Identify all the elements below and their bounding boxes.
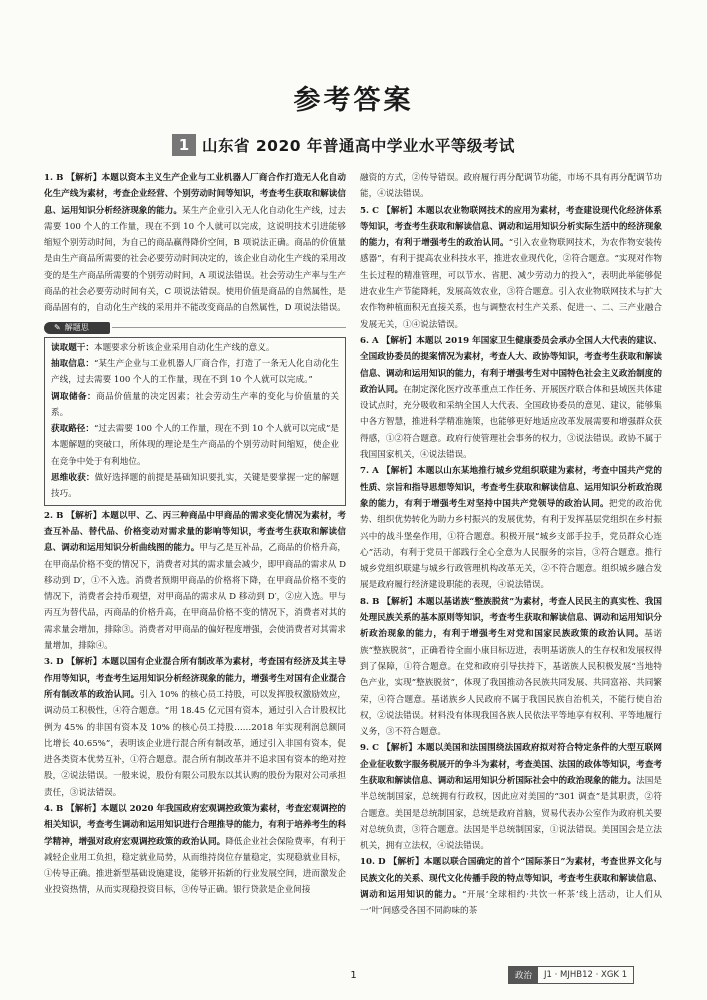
answer-q6: 6. A 【解析】本题以 2019 年国家卫生健康委员会承办全国人大代表的建议、全国政协委员的提案情况为素材，考查人大、政协等知识，考查考生获取和解读信息、调动和运用知识的能力，有利于增强考生对中国特色社会主义政治制度的政治认同。在制定深化医疗改革重点工作任务、开展医疗联合体和县域医共体建设试点时，充分吸收和采纳全国人大代表、全国政协委员的意见、建议，能够集中各方智慧，推进科学精准施策，也能够更好地适应改革发展需要和增强群众获得感，①②符合题意。政府行使管理社会事务的权力，③说法错误。政协不属于我国国家机关，④说法错误。 [360, 335, 662, 461]
answer-q2: 2. B 【解析】本题以甲、乙、丙三种商品中甲商品的需求变化情况为素材，考查互补品、替代品、价格变动对需求量的影响等知识，考查考生获取和解读信息、调动和运用知识分析曲线图的能力。甲与乙是互补品，乙商品的价格升高，在甲商品价格不变的情况下，消费者对其的需求量会减少，即甲商品的需求从 D 移动到 D′，①不入选。消费者预期甲商品的价格将下降，在甲商品价格不变的情况下，消费者会持币观望，对甲商品的需求从 D 移动到 D′，②应入选。甲与丙互为替代品，丙商品的价格升高，在甲商品价格不变的情况下，消费者对其的需求量会增加，排除③。消费者对甲商品的偏好程度增强，会使消费者对其需求量增加，排除④。 [44, 510, 346, 652]
answer-q10: 10. D 【解析】本题以联合国确定的首个“国际茶日”为素材，考查世界文化与民族文化的关系、现代文化传播手段的特点等知识，考查考生获取和解读信息、调动和运用知识的能力。“开展‘全球相约·共饮一杯茶’线上活动，让人们从一‘叶’间感受各国不同韵味的茶 [360, 857, 663, 917]
answer-q9: 9. C 【解析】本题以美国和法国围绕法国政府拟对符合特定条件的大型互联网企业征收数字服务税展开的争斗为素材，考查美国、法国的政体等知识，考查考生获取和解读信息、调动和运用知识分析国际社会中的政治现象的能力。法国是半总统制国家，总统拥有行政权，因此应对美国的“301 调查”是其职责，②符合题意。美国是总统制国家，总统是政府首脑，贸易代表办公室作为政府机关要对总统负责，③符合题意。法国是半总统制国家，①说法错误。美国国会是立法机关，拥有立法权，④说法错误。 [360, 743, 662, 852]
footer-code: J1 · MJHB12 · XGK 1 [544, 970, 628, 980]
page-title: 参考答案 [293, 85, 414, 116]
pencil-icon: ✎ [54, 322, 61, 332]
page-number: 1 [350, 970, 357, 981]
solution-badge [44, 321, 346, 335]
answer-q4-continued: 融资的方式，②传导错误。政府履行再分配调节功能，市场不具有再分配调节功能，④说法错误。 [360, 173, 662, 200]
answer-head: 1. B 【解析】 [44, 173, 102, 183]
note-item: 抽取信息：“某生产企业与工业机器人厂商合作，打造了一条无人化自动化生产线，过去需要 100 个人的工作量，现在不到 10 个人就可以完成。” [51, 358, 340, 386]
note-item: 读取题干：本题要求分析该企业采用自动化生产线的意义。 [51, 342, 275, 353]
answer-q7: 7. A 【解析】本题以山东某地推行城乡党组织联建为素材，考查中国共产党的性质、宗旨和指导思想等知识，考查考生获取和解读信息、运用知识分析政治现象的能力，有利于增强考生对坚持中国共产党领导的政治认同。把党的政治优势、组织优势转化为助力乡村振兴的发展优势，有利于发挥基层党组织在乡村振兴中的战斗堡垒作用，①符合题意。积极开展“城乡支部手拉手，党员群众心连心”活动，有利于党员干部践行全心全意为人民服务的宗旨，③符合题意。推行城乡党组织联建与城乡行政管理机构改革无关，②不符合题意。组织城乡融合发展是政府履行经济建设职能的表现，④说法错误。 [360, 466, 662, 591]
answer-q3: 3. D 【解析】本题以国有企业混合所有制改革为素材，考查国有经济及其主导作用等知识，考查考生运用知识分析经济现象的能力，增强考生对国有企业混合所有制改革的政治认同。引入 10% 的核心员工持股，可以发挥股权激励效应，调动员工积极性，④符合题意。“用 18.45 亿元国有资本，通过引入合计股权比例为 45% 的非国有资本及 10% 的核心员工持股……2018 年实现利润总额同比增长 40.65%”，表明该企业进行混合所有制改革，通过引入非国有资本，促进各类资本优势互补，①符合题意。混合所有制改革并不追求国有资本的绝对控股，②说法错误。一般来说，股份有限公司股东以其认购的股份为限对公司承担责任，③说法错误。 [44, 657, 346, 798]
right-column [360, 170, 662, 920]
answer-text: 某生产企业引入无人化自动化生产线，过去需要 100 个人的工作量，现在不到 10 个人就可以完成，这说明技术引进能够缩短个别劳动时间，为自己的商品赢得降价空间，B 项说法正确。商品的价值量是由生产商品所需要的社会必要劳动时间决定的，该企业自动化生产线的采用改变的是生产商品所需要的个别劳动时间，A 项说法错误。社会劳动生产率与生产商品的社会必要劳动时间有关，C 项说法错误。使用价值是商品的自然属性，是商品固有的，自动化生产线的采用并不能改变商品的自然属性，D 项说法错误。 [44, 205, 346, 314]
note-item: 调取储备：商品价值量的决定因素；社会劳动生产率的变化与价值量的关系。 [51, 391, 339, 418]
badge-label: 解题思 [64, 322, 89, 332]
answer-q4: 4. B 【解析】本题以 2020 年我国政府宏观调控政策为素材，考查宏观调控的相关知识，考查考生调动和运用知识进行合理推导的能力，有利于培养考生的科学精神，增强对政府宏观调控政策的政治认同。降低企业社会保险费率，有利于减轻企业用工负担，稳定就业局势，从而维持岗位存量稳定，实现稳就业目标，①传导正确。推进新型基础设施建设，能够开拓新的行业发展空间，进而激发企业投资热情，从而实现稳投资目标，③传导正确。银行贷款是企业间接 [44, 803, 346, 896]
answer-q1 [44, 170, 346, 317]
answer-q5: 5. C 【解析】本题以农业物联网技术的应用为素材，考查建设现代化经济体系等知识，考查考生获取和解读信息、调动和运用知识分析实际生活中的经济现象的能力，有利于增强考生的政治认同。“引入农业物联网技术，为农作物安装传感器”，有利于提高农业科技水平，推进农业现代化，②符合题意。“实现对作物生长过程的精准管理，可以节水、省肥、减少劳动力的投入”，表明此举能够促进农业生产节能降耗，发展高效农业，③符合题意。引入农业物联网技术与扩大农作物种植面积无直接关系，也与调整农村生产关系、促进一、二、三产业融合发展无关，①④说法错误。 [360, 205, 662, 330]
section-title: 山东省 2020 年普通高中学业水平等级考试 [202, 137, 515, 155]
footer-tag [508, 966, 634, 984]
footer-subject: 政治 [509, 967, 538, 983]
left-column [44, 170, 346, 899]
answer-summary: 本题以资本主义生产企业与工业机器人厂商合作打造无人化自动化生产线为素材，考查企业经营、个别劳动时间等知识，考查考生获取和解读信息、运用知识分析经济现象的能力。 [44, 173, 346, 216]
solution-note-box [44, 337, 346, 506]
answer-q8: 8. B 【解析】本题以基诺族“整族脱贫”为素材，考查人民民主的真实性、我国处理民族关系的基本原则等知识，考查考生获取和解读信息、调动和运用知识分析政治现象的能力，有利于增强考生对党和国家民族政策的政治认同。基诺族“整族脱贫”，正确看待全面小康目标迈进，表明基诺族人的生存权和发展权得到了保障，①符合题意。在党和政府引导扶持下，基诺族人民积极发展“当地特色产业，实现”整族脱贫”，体现了我国推动各民族共同发展、共同富裕、共同繁荣，④符合题意。基诺族乡人民政府不属于我国民族自治机关，不能行使自治权，②说法错误。材料没有体现我国各族人民依法平等地享有权利、平等地履行义务，③不符合题意。 [360, 596, 662, 738]
note-item: 思维收获：做好选择题的前提是基础知识要扎实，关键是要掌握一定的解题技巧。 [51, 473, 339, 500]
section-number: 1 [172, 134, 196, 156]
section-header [172, 134, 515, 156]
note-item: 获取路径：“过去需要 100 个人的工作量，现在不到 10 个人就可以完成”是本题解题的突破口，所体现的理论是生产商品的个别劳动时间缩短，使企业在竞争中处于有利地位。 [51, 424, 339, 467]
